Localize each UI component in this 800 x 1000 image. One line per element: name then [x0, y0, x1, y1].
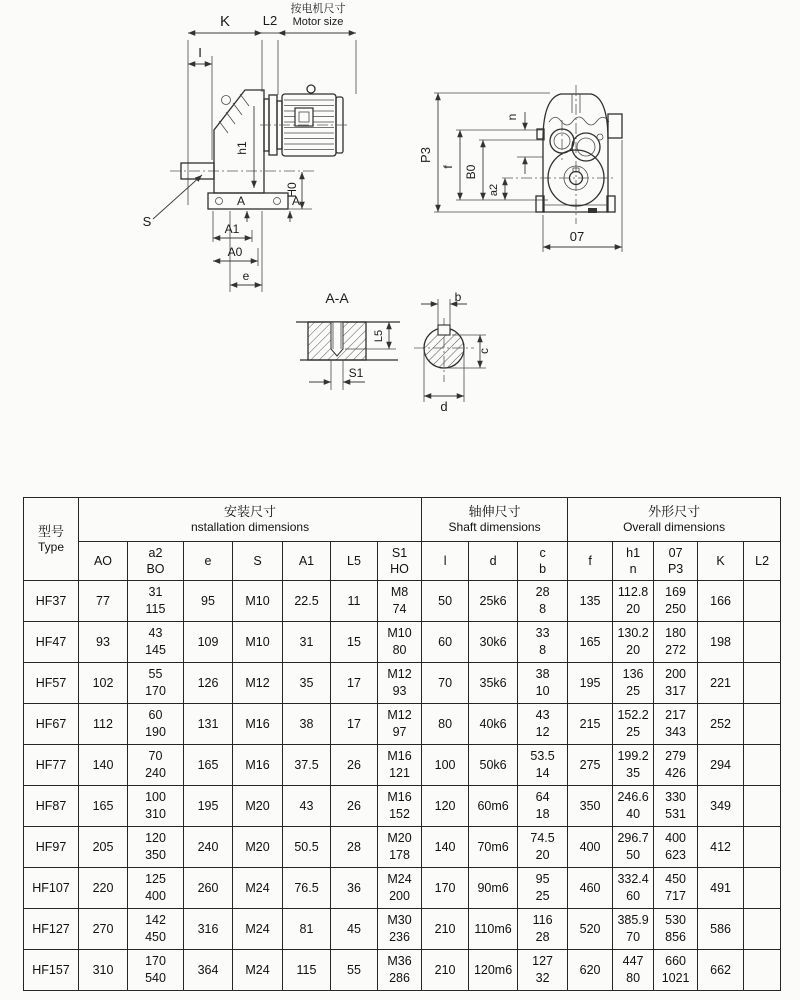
table-cell: 22.5 [283, 581, 331, 622]
column-header-07-p3: 07 P3 [654, 542, 698, 581]
table-cell: 125 400 [128, 868, 184, 909]
table-cell: 120 350 [128, 827, 184, 868]
group-shaft-en: Shaft dimensions [448, 520, 541, 534]
column-header-l: l [422, 542, 469, 581]
table-cell: 45 [331, 909, 378, 950]
dim-label-h1: h1 [235, 141, 249, 155]
group-overall-cn: 外形尺寸 [648, 504, 701, 519]
table-cell: 31 115 [128, 581, 184, 622]
row-type-label: HF67 [24, 704, 79, 745]
table-cell: M16 121 [378, 745, 422, 786]
table-cell: 28 [331, 827, 378, 868]
table-cell: 100 310 [128, 786, 184, 827]
dim-label-B0: B0 [464, 164, 478, 180]
table-cell: 11 [331, 581, 378, 622]
table-cell: 31 [283, 622, 331, 663]
dim-label-S1: S1 [348, 366, 364, 380]
table-cell: 38 10 [518, 663, 568, 704]
table-cell: 662 [698, 950, 744, 991]
table-cell [744, 950, 781, 991]
table-cell: 279 426 [654, 745, 698, 786]
group-overall-en: Overall dimensions [623, 520, 726, 534]
table-cell: M8 74 [378, 581, 422, 622]
dim-label-b: b [454, 290, 462, 304]
table-cell: M12 [233, 663, 283, 704]
table-cell: 620 [568, 950, 613, 991]
table-cell: 142 450 [128, 909, 184, 950]
table-cell: 332.4 60 [613, 868, 654, 909]
table-cell: 195 [568, 663, 613, 704]
table-cell: M24 [233, 909, 283, 950]
table-cell: M16 [233, 745, 283, 786]
table-cell: 221 [698, 663, 744, 704]
table-cell: 64 18 [518, 786, 568, 827]
table-cell: M24 200 [378, 868, 422, 909]
table-cell: 74.5 20 [518, 827, 568, 868]
table-row-hf47 [24, 622, 781, 663]
table-cell: 460 [568, 868, 613, 909]
group-header-row [24, 498, 781, 542]
table-cell: 115 [283, 950, 331, 991]
dim-label-c: c [477, 348, 491, 354]
column-group-installation-dimensions [79, 498, 422, 542]
table-cell: 520 [568, 909, 613, 950]
table-cell: 136 25 [613, 663, 654, 704]
table-cell [744, 581, 781, 622]
dim-label-d: d [440, 399, 448, 414]
table-cell: 70 240 [128, 745, 184, 786]
dim-label-A-right: A [291, 194, 301, 208]
table-cell: 350 [568, 786, 613, 827]
subheader-row [24, 542, 781, 581]
table-cell: 170 [422, 868, 469, 909]
table-cell: 252 [698, 704, 744, 745]
table-cell: 170 540 [128, 950, 184, 991]
table-row-hf57 [24, 663, 781, 704]
table-cell: 95 [184, 581, 233, 622]
table-cell: 15 [331, 622, 378, 663]
dim-label-L2: L2 [262, 13, 278, 28]
table-cell: 180 272 [654, 622, 698, 663]
table-cell: 140 [79, 745, 128, 786]
table-cell: 90m6 [469, 868, 518, 909]
column-header-k: K [698, 542, 744, 581]
table-row-hf127 [24, 909, 781, 950]
table-cell: 169 250 [654, 581, 698, 622]
table-cell: 310 [79, 950, 128, 991]
table-cell: 205 [79, 827, 128, 868]
table-cell: 275 [568, 745, 613, 786]
table-cell: 586 [698, 909, 744, 950]
table-cell: 60m6 [469, 786, 518, 827]
table-cell: 37.5 [283, 745, 331, 786]
table-cell: 50 [422, 581, 469, 622]
dim-label-l: I [198, 45, 202, 60]
table-cell [744, 622, 781, 663]
table-cell: 120m6 [469, 950, 518, 991]
table-row-hf107 [24, 868, 781, 909]
table-cell: 95 25 [518, 868, 568, 909]
table-header [24, 498, 781, 581]
table-cell: 199.2 35 [613, 745, 654, 786]
table-cell: 660 1021 [654, 950, 698, 991]
column-header-l2: L2 [744, 542, 781, 581]
table-cell: 50.5 [283, 827, 331, 868]
table-cell: M20 178 [378, 827, 422, 868]
table-row-hf37 [24, 581, 781, 622]
table-cell: 35k6 [469, 663, 518, 704]
table-cell: 110m6 [469, 909, 518, 950]
table-body [24, 581, 781, 991]
section-aa-drawing [296, 290, 400, 390]
table-cell: 40k6 [469, 704, 518, 745]
table-cell: 77 [79, 581, 128, 622]
table-cell: M36 286 [378, 950, 422, 991]
table-cell: 50k6 [469, 745, 518, 786]
table-row-hf87 [24, 786, 781, 827]
table-cell: 217 343 [654, 704, 698, 745]
table-cell: 70m6 [469, 827, 518, 868]
table-cell: 246.6 40 [613, 786, 654, 827]
motor-size-label-cn: 按电机尺寸 [290, 3, 346, 15]
table-cell: 412 [698, 827, 744, 868]
table-cell: 17 [331, 663, 378, 704]
table-cell: 152.2 25 [613, 704, 654, 745]
table-cell: 93 [79, 622, 128, 663]
table-cell: M30 236 [378, 909, 422, 950]
table-cell: M20 [233, 786, 283, 827]
table-cell: 26 [331, 745, 378, 786]
table-cell [744, 663, 781, 704]
column-header-l5: L5 [331, 542, 378, 581]
type-header-en: Type [37, 539, 64, 554]
table-cell: 165 [79, 786, 128, 827]
table-cell: 140 [422, 827, 469, 868]
dim-label-L5: L5 [373, 329, 385, 343]
table-cell: 215 [568, 704, 613, 745]
table-cell: 112 [79, 704, 128, 745]
column-header-s1-ho: S1 HO [378, 542, 422, 581]
table-cell: 349 [698, 786, 744, 827]
column-header-e: e [184, 542, 233, 581]
row-type-label: HF157 [24, 950, 79, 991]
row-type-label: HF47 [24, 622, 79, 663]
type-header-cn: 型号 [37, 523, 64, 539]
table-row-hf77 [24, 745, 781, 786]
table-row-hf97 [24, 827, 781, 868]
table-cell: 491 [698, 868, 744, 909]
table-cell: 43 12 [518, 704, 568, 745]
table-cell: 28 8 [518, 581, 568, 622]
column-header-ao: AO [79, 542, 128, 581]
table-cell: 198 [698, 622, 744, 663]
column-header-c-b: c b [518, 542, 568, 581]
technical-drawings [0, 0, 800, 480]
table-cell: 330 531 [654, 786, 698, 827]
table-cell: 36 [331, 868, 378, 909]
side-view-drawing [143, 1, 356, 292]
table-cell: 35 [283, 663, 331, 704]
table-cell: 26 [331, 786, 378, 827]
column-header-d: d [469, 542, 518, 581]
table-cell: 131 [184, 704, 233, 745]
table-cell: 112.8 20 [613, 581, 654, 622]
dim-label-n: n [505, 113, 519, 121]
table-cell: M12 97 [378, 704, 422, 745]
row-type-label: HF37 [24, 581, 79, 622]
table-cell: M12 93 [378, 663, 422, 704]
section-title: A-A [325, 290, 349, 306]
table-cell [744, 827, 781, 868]
table-cell: 120 [422, 786, 469, 827]
table-cell: 126 [184, 663, 233, 704]
table-cell [744, 704, 781, 745]
table-cell: 270 [79, 909, 128, 950]
table-cell: 220 [79, 868, 128, 909]
table-cell [744, 745, 781, 786]
row-type-label: HF87 [24, 786, 79, 827]
row-type-label: HF127 [24, 909, 79, 950]
dim-label-a2: a2 [488, 183, 500, 197]
table-cell: M24 [233, 868, 283, 909]
table-cell: 25k6 [469, 581, 518, 622]
dim-label-P3: P3 [418, 147, 433, 163]
dim-label-A-left: A [236, 194, 246, 208]
table-cell: 55 [331, 950, 378, 991]
table-cell: M20 [233, 827, 283, 868]
table-cell: 102 [79, 663, 128, 704]
table-cell: 55 170 [128, 663, 184, 704]
row-type-label: HF97 [24, 827, 79, 868]
table-cell [744, 786, 781, 827]
group-installation-en: nstallation dimensions [191, 520, 310, 534]
table-cell: 165 [568, 622, 613, 663]
table-cell: M10 80 [378, 622, 422, 663]
dim-label-H0: H0 [285, 182, 299, 198]
dim-label-07: 07 [569, 229, 585, 244]
table-cell: 109 [184, 622, 233, 663]
motor-size-label-en: Motor size [292, 16, 344, 28]
dim-label-A0: A0 [227, 245, 243, 259]
row-type-label: HF107 [24, 868, 79, 909]
table-cell: M16 152 [378, 786, 422, 827]
table-cell: 385.9 70 [613, 909, 654, 950]
table-cell: 260 [184, 868, 233, 909]
dim-label-K: K [219, 13, 231, 30]
table-cell: 17 [331, 704, 378, 745]
table-cell: 30k6 [469, 622, 518, 663]
table-row-hf67 [24, 704, 781, 745]
table-cell: 210 [422, 950, 469, 991]
table-cell: 447 80 [613, 950, 654, 991]
table-cell: 210 [422, 909, 469, 950]
table-cell: 76.5 [283, 868, 331, 909]
table-cell: M10 [233, 622, 283, 663]
table-cell: 53.5 14 [518, 745, 568, 786]
row-type-label: HF77 [24, 745, 79, 786]
column-header-s: S [233, 542, 283, 581]
table-cell: 38 [283, 704, 331, 745]
table-cell [744, 868, 781, 909]
table-cell: 43 [283, 786, 331, 827]
table-cell: 135 [568, 581, 613, 622]
table-cell: M24 [233, 950, 283, 991]
dim-label-e: e [242, 269, 250, 283]
table-cell [744, 909, 781, 950]
group-installation-cn: 安装尺寸 [224, 504, 277, 519]
table-cell: 316 [184, 909, 233, 950]
table-cell: 240 [184, 827, 233, 868]
table-cell: 296.7 50 [613, 827, 654, 868]
column-header-a2-bo: a2 BO [128, 542, 184, 581]
table-cell: 127 32 [518, 950, 568, 991]
table-cell: 165 [184, 745, 233, 786]
table-cell: 43 145 [128, 622, 184, 663]
row-type-label: HF57 [24, 663, 79, 704]
column-group-overall-dimensions [568, 498, 781, 542]
table-row-hf157 [24, 950, 781, 991]
table-cell: 116 28 [518, 909, 568, 950]
table-cell: 530 856 [654, 909, 698, 950]
table-cell: 130.2 20 [613, 622, 654, 663]
column-header-f: f [568, 542, 613, 581]
table-cell: 200 317 [654, 663, 698, 704]
table-cell: 294 [698, 745, 744, 786]
table-cell: 80 [422, 704, 469, 745]
column-header-h1-n: h1 n [613, 542, 654, 581]
table-cell: 400 [568, 827, 613, 868]
table-cell: 195 [184, 786, 233, 827]
group-shaft-cn: 轴伸尺寸 [468, 504, 521, 519]
column-group-shaft-dimensions [422, 498, 568, 542]
table-cell: M10 [233, 581, 283, 622]
dimensions-table [23, 497, 781, 991]
table-cell: 60 190 [128, 704, 184, 745]
table-cell: 70 [422, 663, 469, 704]
shaft-section-drawing [414, 290, 491, 414]
table-cell: 450 717 [654, 868, 698, 909]
table-cell: 81 [283, 909, 331, 950]
dim-label-A1: A1 [224, 222, 240, 236]
table-cell: 364 [184, 950, 233, 991]
column-header-a1: A1 [283, 542, 331, 581]
table-cell: M16 [233, 704, 283, 745]
table-cell: 60 [422, 622, 469, 663]
table-cell: 100 [422, 745, 469, 786]
table-cell: 400 623 [654, 827, 698, 868]
dim-label-S: S [142, 214, 152, 229]
front-view-drawing [418, 85, 622, 252]
dim-label-f: f [441, 165, 455, 169]
column-header-type [24, 498, 79, 581]
table-cell: 33 8 [518, 622, 568, 663]
table-cell: 166 [698, 581, 744, 622]
